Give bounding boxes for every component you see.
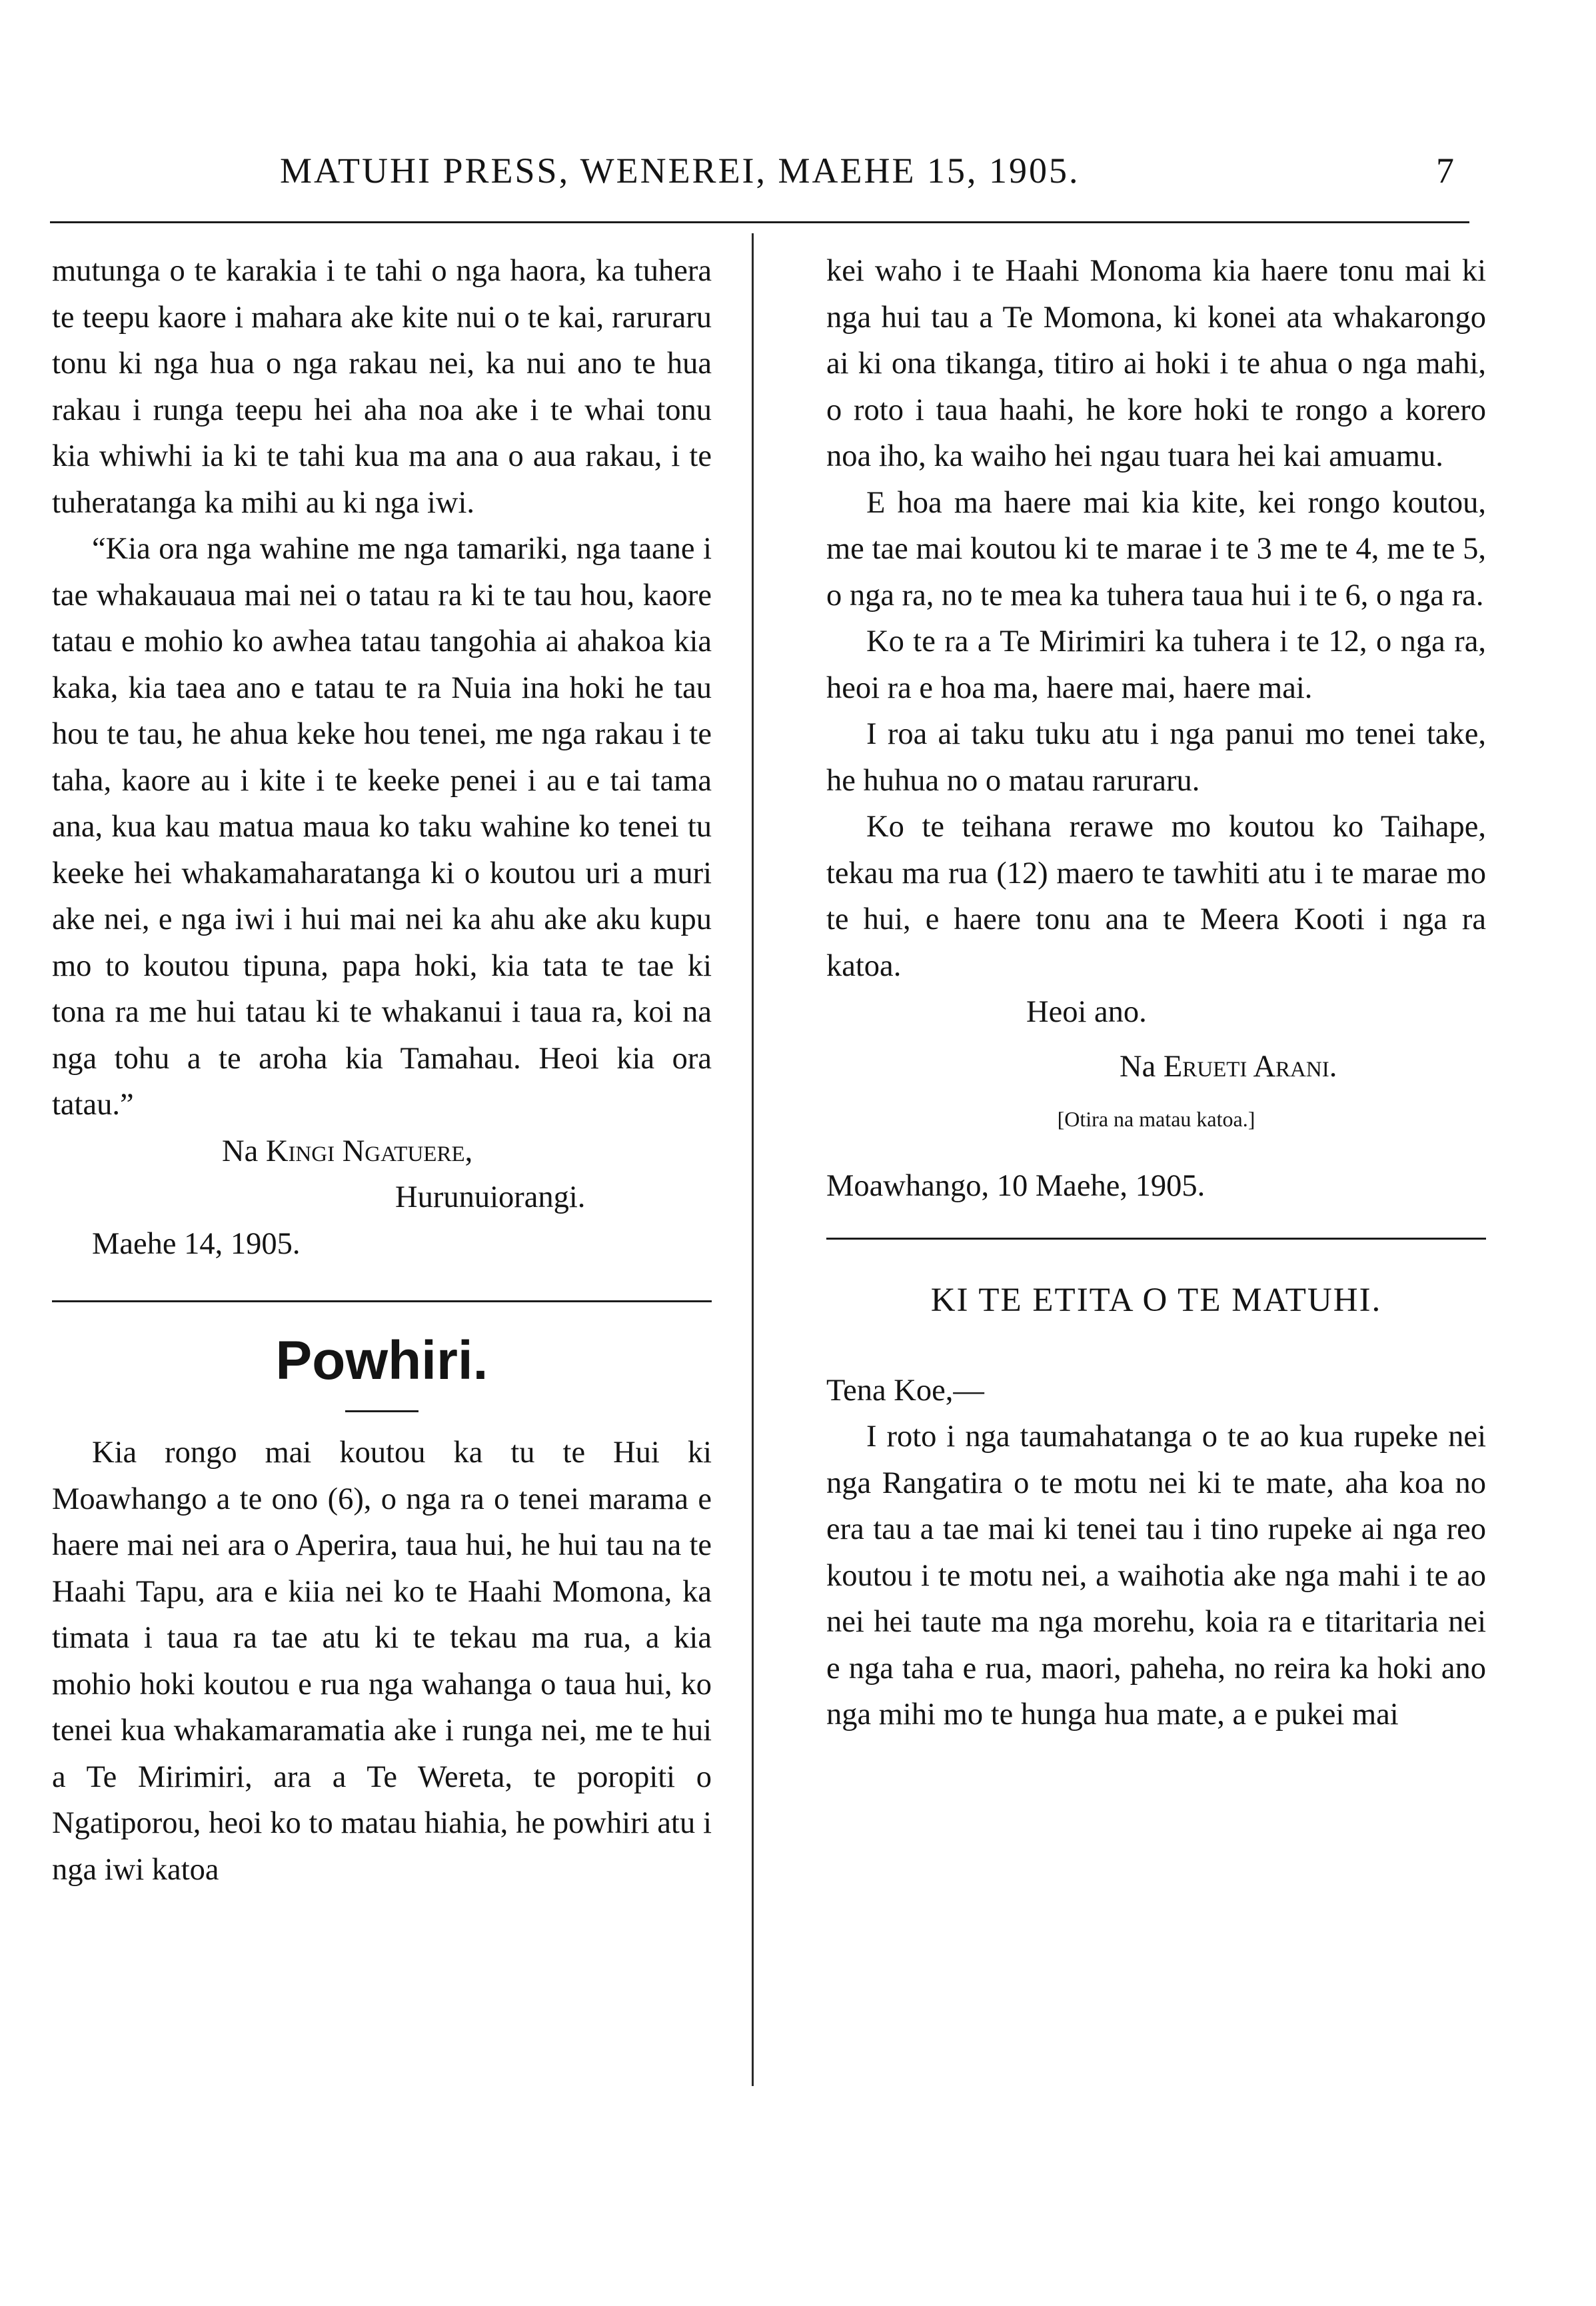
article-paragraph: mutunga o te karakia i te tahi o nga haora, ka tuhera te teepu kaore i mahara ake kite nui o te kai, raruraru tonu ki nga hua o nga rakau nei, ka nui ano te hua rakau i runga teepu hei aha noa ake i te whai tonu kia whiwhi ia ki te tahi kua ma ana o aua rakau, i te tuheratanga ka mihi au ki nga iwi. [52, 254, 712, 520]
article-paragraph: kei waho i te Haahi Monoma kia haere tonu mai ki nga hui tau a Te Momona, ki konei ata whakarongo ai ki ona tikanga, titiro ai hoki i te ahua o nga mahi, o roto i taua haahi, he kore hoki te rongo a korero noa iho, ka waiho hei ngau tuara hei kai amuamu. [826, 254, 1486, 473]
article-paragraph: Kia rongo mai koutou ka tu te Hui ki Moawhango a te ono (6), o nga ra o tenei marama e haere mai nei ara o Aperira, taua hui, he hui tau na te Haahi Tapu, ara e kiia nei ko te Haahi Momona, ka timata i taua ra tae atu ki te tekau ma rua, a kia mohio hoki koutou e rua nga wahanga o taua hui, ko tenei kua whakamaramatia ake i runga nei, me te hui a Te Mirimiri, ara a Te Wereta, te poropiti o Ngatiporou, heoi ko to matau hiahia, he powhiri atu i nga iwi katoa [52, 1436, 712, 1887]
signature-name: Kingi Ngatuere, [265, 1134, 473, 1168]
section-heading: Powhiri. [275, 1330, 488, 1391]
header-rule [50, 221, 1469, 223]
section-rule [826, 1238, 1486, 1240]
newspaper-title: MATUHI PRESS, WENEREI, MAEHE 15, 1905. [280, 151, 1080, 191]
salutation: Tena Koe,— [826, 1373, 984, 1408]
signature-prefix: Na [1120, 1049, 1156, 1084]
signature-name: Erueti Arani. [1163, 1049, 1337, 1084]
page-header [0, 150, 1596, 203]
article-paragraph: I roa ai taku tuku atu i nga panui mo tenei take, he huhua no o matau raruraru. [826, 717, 1486, 798]
article-paragraph: Ko te ra a Te Mirimiri ka tuhera i te 12, o nga ra, heoi ra e hoa ma, haere mai, haere mai. [826, 624, 1486, 705]
signature-prefix: Na [222, 1134, 259, 1168]
letter-date: Maehe 14, 1905. [92, 1226, 301, 1261]
article-paragraph: E hoa ma haere mai kia kite, kei rongo koutou, me tae mai koutou ki te marae i te 3 me te 4, me te 5, o nga ra, no te mea ka tuhera taua hui i te 6, o nga ra. [826, 485, 1486, 612]
heading-rule [345, 1410, 418, 1412]
section-heading: KI TE ETITA O TE MATUHI. [930, 1281, 1382, 1319]
page-number: 7 [1436, 151, 1454, 191]
closing-line: Heoi ano. [1026, 995, 1147, 1029]
signature [826, 1044, 1486, 1090]
column-divider [752, 233, 754, 2086]
signature-place: Hurunuiorangi. [395, 1180, 586, 1214]
letter-date: Moawhango, 10 Maehe, 1905. [826, 1169, 1205, 1203]
article-paragraph: “Kia ora nga wahine me nga tamariki, nga taane i tae whakauaua mai nei o tatau ra ki te tau hou, kaore tatau e mohio ko awhea tatau tangohia ai ahakoa kia kaka, kia taea ano e tatau te ra Nuia ina hoki he tau hou te tau, he ahua keke hou tenei, me nga rakau i te taha, kaore au i kite i te keeke penei i au e tai tama ana, kua kau matua maua ko taku wahine ko tenei tu keeke hei whakamaharatanga ki o koutou uri a muri ake nei, e nga iwi i hui mai nei ka ahu ake aku kupu mo to koutou tipuna, papa hoki, kia tata te tae ki tona ra me hui tatau ki te whakanui i taua ra, koi na nga tohu a te aroha kia Tamahau. Heoi kia ora tatau.” [52, 532, 712, 1122]
signature [52, 1128, 712, 1175]
editorial-note: [Otira na matau katoa.] [1057, 1107, 1255, 1131]
section-rule [52, 1300, 712, 1302]
article-paragraph: I roto i nga taumahatanga o te ao kua rupeke nei nga Rangatira o te motu nei ki te mate, aha koa no era tau a tae mai ki tenei tau i tino rupeke ai nga reo koutou i te motu nei, a waihotia ake nga mahi i te ao nei hei taute ma nga morehu, koia ra e titaritaria nei e nga taha e rua, maori, paheha, no reira ka hoki ano nga mihi mo te hunga hua mate, a e pukei mai [826, 1420, 1486, 1731]
article-paragraph: Ko te teihana rerawe mo koutou ko Taihape, tekau ma rua (12) maero te tawhiti atu i te marae mo te hui, e haere tonu ana te Meera Kooti i nga ra katoa. [826, 810, 1486, 983]
right-column [826, 248, 1486, 1738]
left-column [52, 248, 712, 1893]
